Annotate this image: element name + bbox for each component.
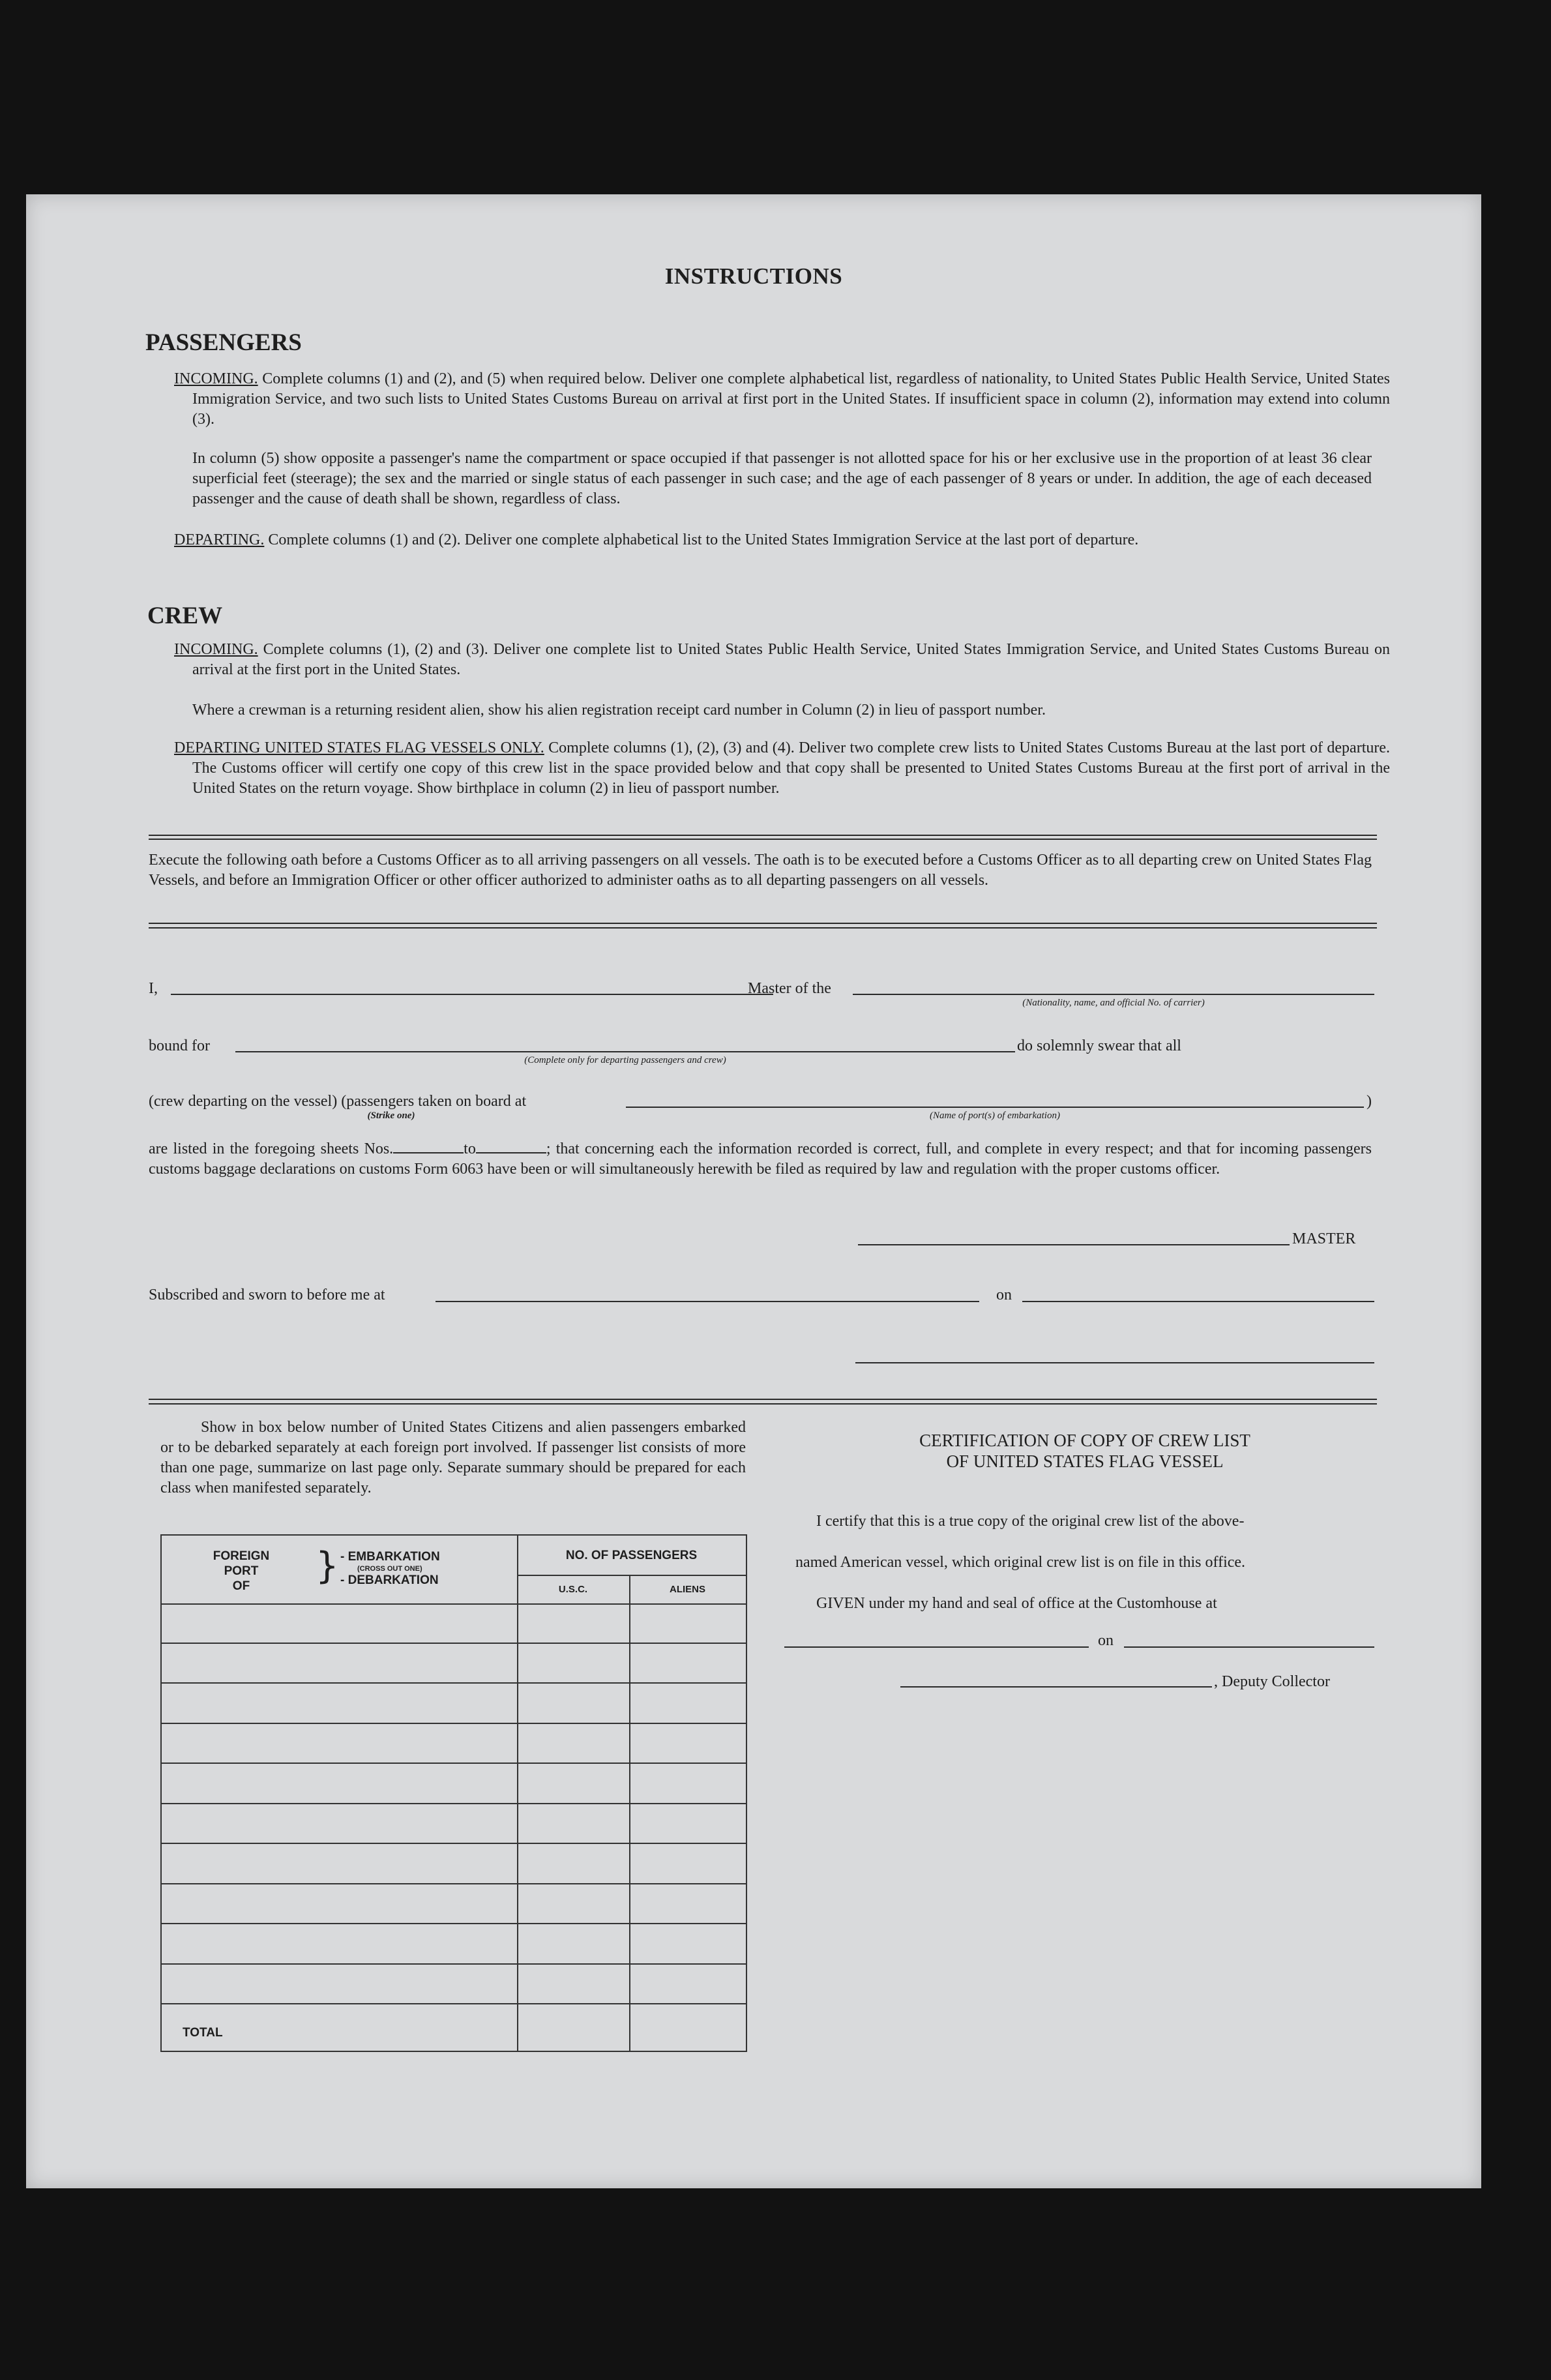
master-signature-field[interactable] xyxy=(858,1244,1290,1245)
bound-for-field[interactable] xyxy=(235,1051,1015,1052)
certification-title: CERTIFICATION OF COPY OF CREW LIST OF UNITED STATES FLAG VESSEL xyxy=(919,1431,1250,1471)
divider xyxy=(149,1399,1377,1400)
divider xyxy=(149,835,1377,836)
oath-listed-to: to xyxy=(464,1140,476,1157)
column-divider xyxy=(517,1536,518,2051)
header-usc: U.S.C. xyxy=(558,1584,588,1595)
table-row xyxy=(162,1763,746,1764)
oath-listed-a: are listed in the foregoing sheets Nos. xyxy=(149,1140,394,1157)
sheet-to-field[interactable] xyxy=(476,1152,546,1153)
table-row xyxy=(162,1723,746,1724)
total-label: TOTAL xyxy=(183,2026,223,2040)
header-no-passengers: NO. OF PASSENGERS xyxy=(565,1549,698,1562)
divider xyxy=(149,839,1377,840)
table-row xyxy=(162,2003,746,2004)
oath-crew-departing: (crew departing on the vessel) (passengers taken on board at xyxy=(149,1093,527,1110)
oath-master-of-the: Master of the xyxy=(748,980,831,997)
certification-given: GIVEN under my hand and seal of office at the Customhouse at xyxy=(816,1595,1217,1612)
carrier-field[interactable] xyxy=(853,994,1374,995)
oath-listed-b: ; that concerning each the information recorded is correct, full, and complete in every respect; and that for incoming passengers customs baggage declarations on customs Form 6063 have been or will simultaneously herewith be filed as required by law and regulation with the proper customs officer. xyxy=(149,1140,1372,1178)
passengers-incoming-label: INCOMING. xyxy=(174,370,258,387)
table-row xyxy=(162,1923,746,1924)
table-row xyxy=(162,1843,746,1844)
embarkation-port-field[interactable] xyxy=(626,1107,1364,1108)
page-title: INSTRUCTIONS xyxy=(664,263,843,289)
master-name-field[interactable] xyxy=(171,994,773,995)
header-port-label: FOREIGN PORT OF xyxy=(213,1549,270,1593)
summary-instructions: Show in box below number of United States Citizens and alien passengers embarked or to be debarked separately at each foreign port involved. If passenger list consists of more than one page, summarize on last page only. Separate summary should be prepared for each class when manifested separately. xyxy=(160,1419,746,1496)
embarkation-option[interactable]: - EMBARKATION xyxy=(340,1550,440,1564)
certification-text-a: I certify that this is a true copy of the original crew list of the above- xyxy=(816,1513,1245,1530)
header-divider xyxy=(517,1575,746,1576)
oath-bound-for: bound for xyxy=(149,1037,210,1054)
oath-swear: do solemnly swear that all xyxy=(1017,1037,1181,1054)
cross-out-note: (CROSS OUT ONE) xyxy=(357,1565,422,1573)
sworn-place-field[interactable] xyxy=(436,1301,979,1302)
carrier-caption: (Nationality, name, and official No. of carrier) xyxy=(1022,998,1205,1008)
brace-icon: } xyxy=(316,1545,339,1587)
passengers-departing-label: DEPARTING. xyxy=(174,531,265,548)
officer-signature-field[interactable] xyxy=(855,1362,1374,1363)
table-row xyxy=(162,1682,746,1684)
passengers-incoming-text: Complete columns (1) and (2), and (5) when required below. Deliver one complete alphabetical list, regardless of nationality, to United States Public Health Service, United States Immigration Service, and two such lists to United States Customs Bureau on arrival at first port in the United States. If insufficient space in column (2), information may extend into column (3). xyxy=(192,370,1391,428)
passengers-incoming-paragraph xyxy=(174,369,1390,430)
customhouse-field[interactable] xyxy=(784,1646,1089,1648)
passenger-summary-table xyxy=(160,1534,747,2052)
crew-heading: CREW xyxy=(147,602,223,629)
sworn-date-field[interactable] xyxy=(1022,1301,1374,1302)
bound-for-caption: (Complete only for departing passengers and crew) xyxy=(524,1055,726,1065)
crew-resident-paragraph: Where a crewman is a returning resident alien, show his alien registration receipt card number in Column (2) in lieu of passport number. xyxy=(192,702,1046,719)
oath-i-label: I, xyxy=(149,980,158,997)
crew-incoming-text: Complete columns (1), (2) and (3). Deliver one complete list to United States Public Health Service, United States Immigration Service, and United States Customs Bureau on arrival at the first port in the United States. xyxy=(192,641,1391,678)
debarkation-option[interactable]: - DEBARKATION xyxy=(340,1573,439,1587)
passengers-heading: PASSENGERS xyxy=(145,329,302,356)
oath-listed-paragraph xyxy=(149,1139,1372,1180)
crew-incoming-label: INCOMING. xyxy=(174,641,258,658)
strike-caption: (Strike one) xyxy=(367,1110,415,1121)
certification-on: on xyxy=(1098,1632,1114,1649)
oath-subscribed: Subscribed and sworn to before me at xyxy=(149,1287,385,1303)
oath-intro: Execute the following oath before a Customs Officer as to all arriving passengers on all vessels. The oath is to be executed before a Customs Officer as to all departing crew on United States Flag Vessels, and before an Immigration Officer or other officer authorized to administer oaths as to all departing passengers on all vessels. xyxy=(149,852,1372,889)
oath-on: on xyxy=(996,1287,1012,1303)
document-page xyxy=(26,194,1481,2188)
deputy-collector-label: , Deputy Collector xyxy=(1214,1673,1330,1690)
crew-incoming-paragraph xyxy=(174,640,1390,680)
passengers-column5-paragraph: In column (5) show opposite a passenger's name the compartment or space occupied if that passenger is not allotted space for his or her exclusive use in the proportion of at least 36 clear superficial feet (steerage); the sex and the married or single status of each passenger in such case; and the age of each passenger of 8 years or under. In addition, the age of each deceased passenger and the cause of death shall be shown, regardless of class. xyxy=(192,450,1372,507)
divider xyxy=(149,927,1377,929)
table-row xyxy=(162,1643,746,1644)
divider xyxy=(149,1403,1377,1405)
master-label: MASTER xyxy=(1292,1230,1356,1247)
deputy-collector-signature-field[interactable] xyxy=(900,1686,1212,1688)
passengers-departing-text: Complete columns (1) and (2). Deliver one complete alphabetical list to the United States Immigration Service at the last port of departure. xyxy=(268,531,1139,548)
header-aliens: ALIENS xyxy=(669,1584,705,1595)
table-row xyxy=(162,1883,746,1884)
sheet-from-field[interactable] xyxy=(393,1152,464,1153)
divider xyxy=(149,923,1377,924)
port-caption: (Name of port(s) of embarkation) xyxy=(930,1110,1060,1121)
certification-date-field[interactable] xyxy=(1124,1646,1374,1648)
crew-departing-label: DEPARTING UNITED STATES FLAG VESSELS ONLY. xyxy=(174,739,544,756)
crew-departing-text: Complete columns (1), (2), (3) and (4). Deliver two complete crew lists to United States Customs Bureau at the last port of departure. The Customs officer will certify one copy of this crew list in the space provided below and that copy shall be presented to United States Customs Bureau at the first port of arrival in the United States on the return voyage. Show birthplace in column (2) in lieu of passport number. xyxy=(192,739,1391,797)
header-bottom xyxy=(162,1603,746,1605)
table-row xyxy=(162,1963,746,1965)
certification-text-b: named American vessel, which original crew list is on file in this office. xyxy=(795,1554,1246,1571)
passengers-departing-paragraph xyxy=(174,530,1390,550)
oath-close-paren: ) xyxy=(1366,1093,1372,1110)
crew-departing-paragraph xyxy=(174,738,1390,799)
column-divider xyxy=(629,1575,630,2051)
table-row xyxy=(162,1803,746,1804)
